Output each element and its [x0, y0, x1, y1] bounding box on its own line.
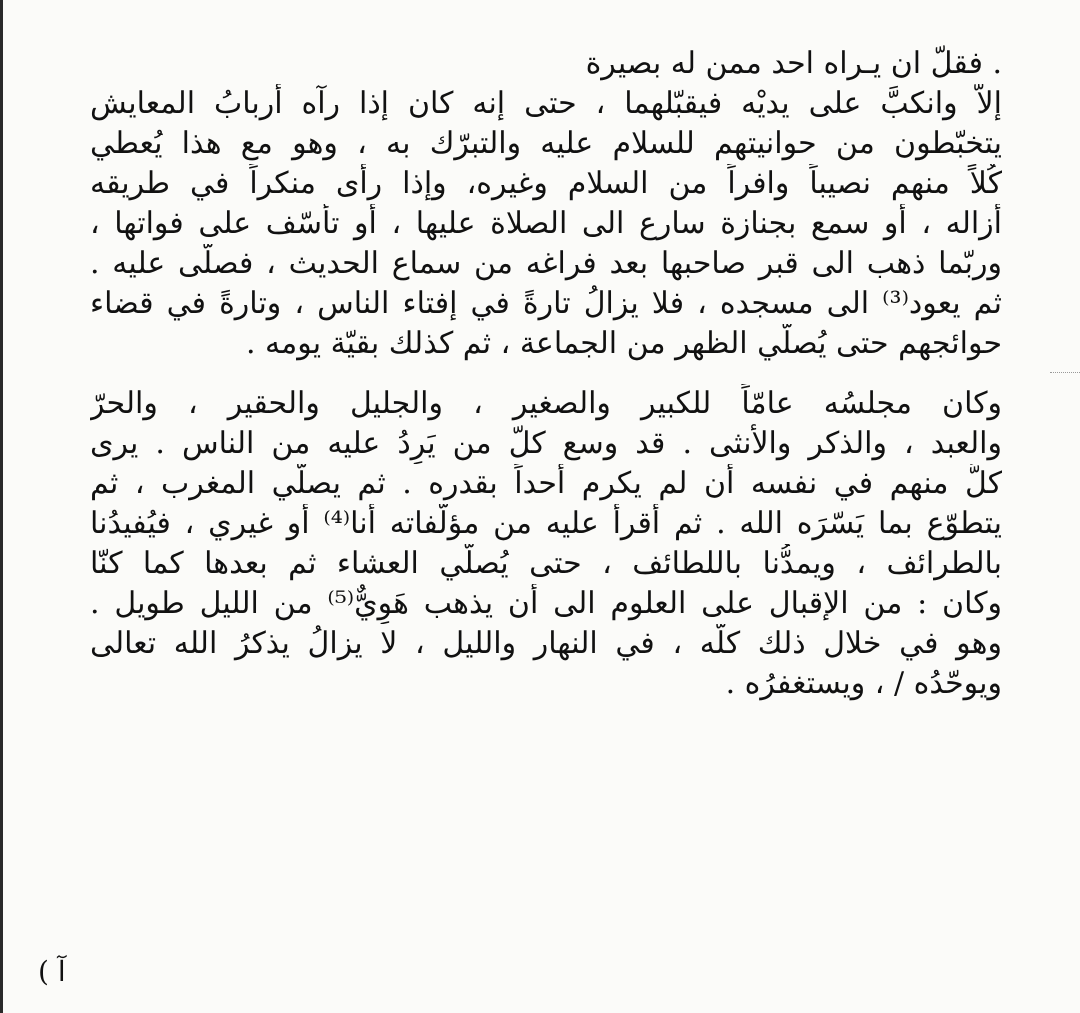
paragraph-1	[90, 44, 1002, 364]
page-left-edge	[0, 0, 3, 1013]
text-line: ويوحّدُه / ، ويستغفرُه .	[725, 666, 1002, 701]
margin-note: آ )	[38, 955, 66, 988]
text-line: يتطوّع بما يَسّرَه الله . ثم أقرأُ عليه من مؤلّفاته أنا⁽⁴⁾ أو غيري ، فيُفيدُنا	[90, 506, 1002, 541]
text-line: وكان : من الإقبال على العلوم الى أن يذهب هَوِيٌّ⁽⁵⁾ من الليل طويل .	[90, 586, 1002, 621]
text-line: أزاله ، أو سمع بجنازة سارع الى الصلاة عليها ، أو تأسّف على فواتها ،	[90, 206, 1002, 241]
text-line: وكان مجلسُه عامّاً للكبير والصغير ، والجليل والحقير ، والحرّ	[90, 386, 1002, 421]
paragraph-2	[90, 384, 1002, 704]
text-line: والعبد ، والذكر والأنثى . قد وسع كلّ من يَرِدُ عليه من الناس . يرى	[90, 426, 1002, 461]
text-line: كلُّ منهم في نفسه أن لم يكرم أحداً بقدره . ثم يصلّي المغرب ، ثم	[90, 466, 1002, 501]
text-line: يتخبّطون من حوانيتهم للسلام عليه والتبرّك به ، وهو مع هذا يُعطي	[90, 126, 1002, 161]
text-line: حوائجهم حتى يُصلّي الظهر من الجماعة ، ثم كذلك بقيّة يومه .	[245, 326, 1002, 361]
dotted-margin-mark	[1050, 372, 1080, 373]
text-line: ثم يعود⁽³⁾ الى مسجده ، فلا يزالُ تارةً في إفتاء الناس ، وتارةً في قضاء	[90, 286, 1002, 321]
text-line: . فقلّ ان يـراه احد ممن له بصيرة	[585, 46, 1002, 81]
text-line: وهو في خلال ذلك كلّه ، في النهار والليل ، لا يزالُ يذكرُ الله تعالى	[90, 626, 1002, 661]
document-page	[90, 44, 1002, 704]
text-line: بالطرائف ، ويمدُّنا باللطائف ، حتى يُصلّي العشاء ثم بعدها كما كنّا	[90, 546, 1002, 581]
text-line: وربّما ذهب الى قبر صاحبها بعد فراغه من سماع الحديث ، فصلّى عليه .	[90, 246, 1002, 281]
text-line: كُلاً منهم نصيباً وافراً من السلام وغيره، وإذا رأى منكراً في طريقه	[90, 166, 1002, 201]
text-line: إلاّ وانكبَّ على يديْه فيقبّلهما ، حتى إنه كان إذا رآه أربابُ المعايش	[90, 86, 1002, 121]
